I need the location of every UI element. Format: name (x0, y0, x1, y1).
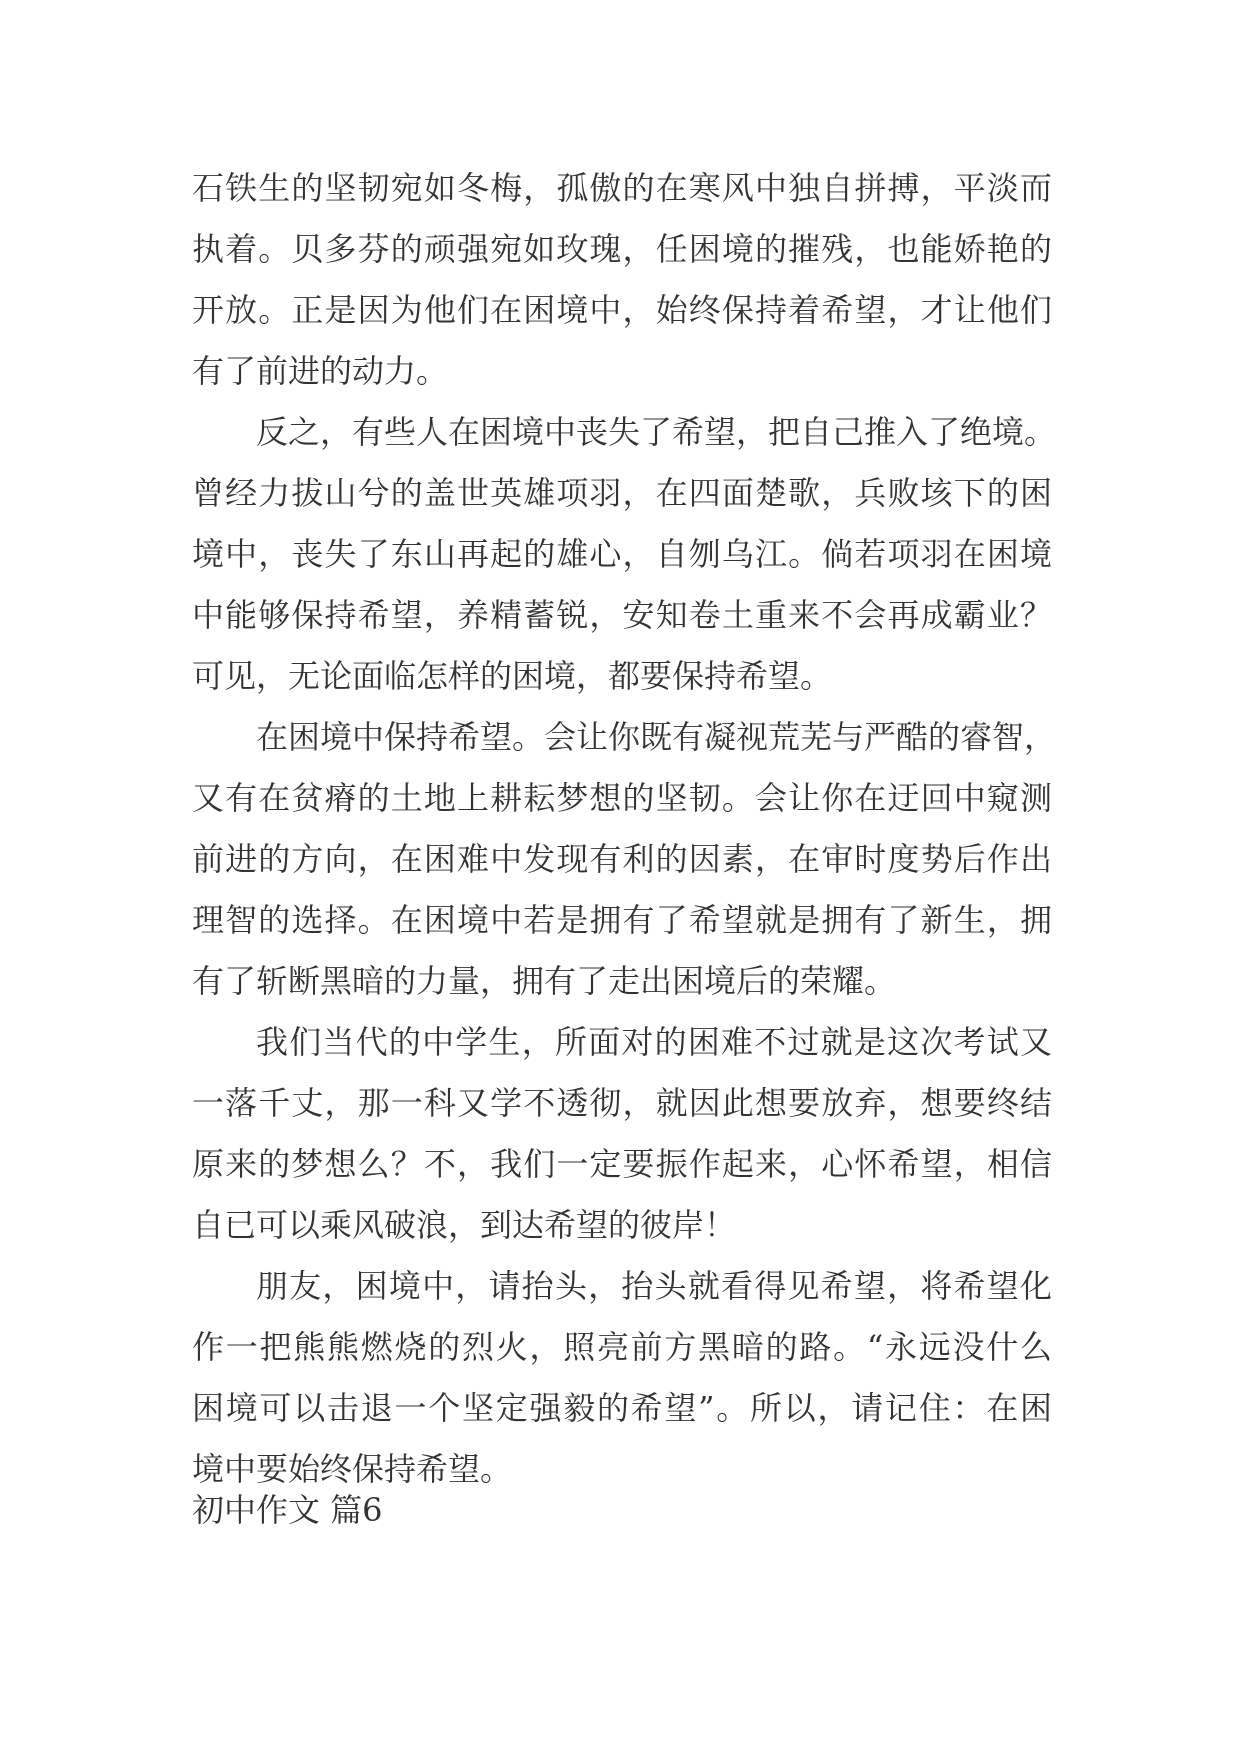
paragraph (192, 707, 1057, 1012)
text-line: 反之，有些人在困境中丧失了希望，把自己推入了绝境。 (256, 413, 1057, 451)
text-line: 又有在贫瘠的土地上耕耘梦想的坚韧。会让你在迂回中窥测 (192, 779, 1052, 817)
text-line: 在困境中保持希望。会让你既有凝视荒芜与严酷的睿智， (256, 718, 1057, 756)
text-line: 自已可以乘风破浪，到达希望的彼岸！ (192, 1206, 737, 1244)
paragraph (192, 1256, 1052, 1500)
text-line: 有了斩断黑暗的力量，拥有了走出困境后的荣耀。 (192, 962, 897, 1000)
text-line: 理智的选择。在困境中若是拥有了希望就是拥有了新生，拥 (192, 901, 1052, 939)
section-heading: 初中作文 篇6 (192, 1491, 383, 1529)
text-line: 中能够保持希望，养精蓄锐，安知卷土重来不会再成霸业？ (192, 596, 1052, 634)
text-line: 石铁生的坚韧宛如冬梅，孤傲的在寒风中独自拼搏，平淡而 (192, 169, 1052, 207)
text-line: 曾经力拔山兮的盖世英雄项羽，在四面楚歌，兵败垓下的困 (192, 474, 1052, 512)
paragraph (192, 1012, 1052, 1256)
text-line: 执着。贝多芬的顽强宛如玫瑰，任困境的摧残，也能娇艳的 (192, 230, 1052, 268)
text-line: 原来的梦想么？不，我们一定要振作起来，心怀希望，相信 (192, 1145, 1052, 1183)
text-line: 可见，无论面临怎样的困境，都要保持希望。 (192, 657, 833, 695)
text-line: 前进的方向，在困难中发现有利的因素，在审时度势后作出 (192, 840, 1052, 878)
text-line: 朋友，困境中，请抬头，抬头就看得见希望，将希望化 (256, 1267, 1052, 1305)
text-line: 作一把熊熊燃烧的烈火，照亮前方黑暗的路。“永远没什么 (192, 1328, 1052, 1366)
paragraph (192, 402, 1057, 707)
essay-body (192, 158, 1057, 1500)
text-line: 境中，丧失了东山再起的雄心，自刎乌江。倘若项羽在困境 (192, 535, 1052, 573)
text-line: 有了前进的动力。 (192, 352, 449, 390)
text-line: 开放。正是因为他们在困境中，始终保持着希望，才让他们 (192, 291, 1052, 329)
text-line: 困境可以击退一个坚定强毅的希望”。所以，请记住：在困 (192, 1389, 1052, 1427)
text-line: 境中要始终保持希望。 (192, 1450, 513, 1488)
paragraph (192, 158, 1052, 402)
text-line: 一落千丈，那一科又学不透彻，就因此想要放弃，想要终结 (192, 1084, 1052, 1122)
text-line: 我们当代的中学生，所面对的困难不过就是这次考试又 (256, 1023, 1052, 1061)
